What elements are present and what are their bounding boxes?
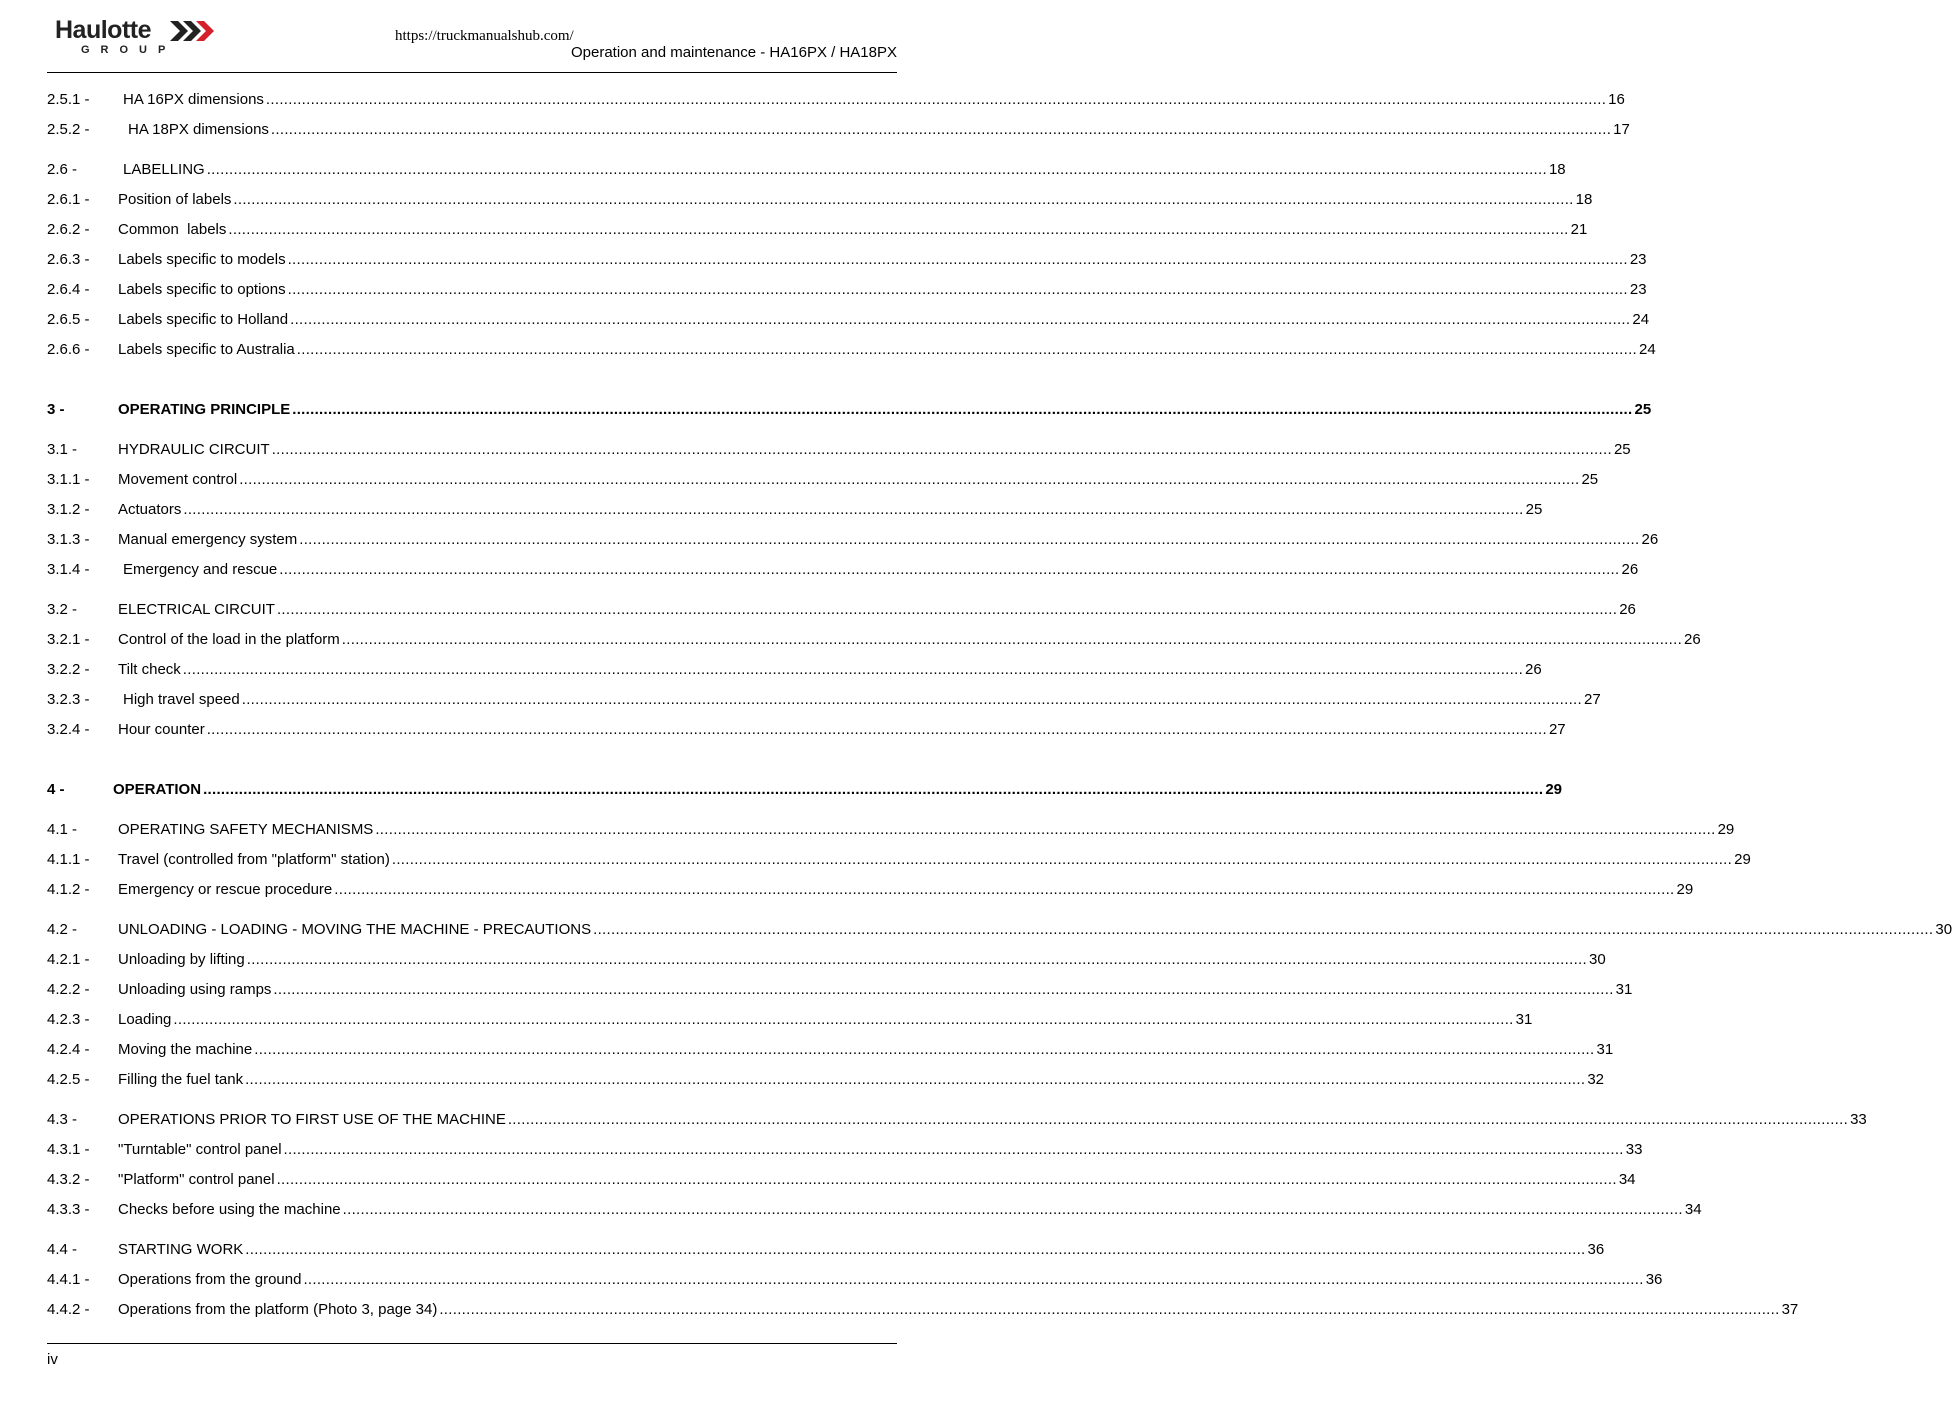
toc-number: 4.3 - <box>47 1111 78 1128</box>
toc-number: 3.1.1 - <box>47 471 90 488</box>
toc-row <box>47 1140 1643 1160</box>
logo-chevrons-icon <box>170 20 214 42</box>
toc-title: Checks before using the machine <box>118 1201 341 1218</box>
toc-page: 33 <box>1625 1141 1643 1158</box>
toc-row-chapter <box>47 400 1652 420</box>
page-number: iv <box>47 1351 58 1368</box>
toc-row <box>47 160 1566 180</box>
toc-title: UNLOADING - LOADING - MOVING THE MACHINE - PRECAUTIONS <box>118 921 592 938</box>
toc-page: 31 <box>1596 1041 1614 1058</box>
toc-number: 4.2.3 - <box>47 1011 90 1028</box>
toc-leader: ............................................................................................................................................................................................................................................................................................................ <box>203 781 1544 798</box>
toc-title: Labels specific to Holland <box>118 311 289 328</box>
toc-title: LABELLING <box>123 161 205 178</box>
toc-leader: ............................................................................................................................................................................................................................................................................................................ <box>292 401 1633 418</box>
toc-row <box>47 600 1636 620</box>
toc-page: 24 <box>1639 341 1656 358</box>
toc-leader: ............................................................................................................................................................................................................................................................................................................ <box>299 531 1640 548</box>
toc-page: 26 <box>1619 601 1636 618</box>
toc-row <box>47 1170 1636 1190</box>
toc-number: 3.1.3 - <box>47 531 90 548</box>
toc-leader: ............................................................................................................................................................................................................................................................................................................ <box>228 221 1569 238</box>
toc-title: Emergency or rescue procedure <box>118 881 333 898</box>
toc-row <box>47 90 1625 110</box>
logo-group-text: GROUP <box>81 44 177 56</box>
toc-row <box>47 1040 1614 1060</box>
toc-title: Operations from the ground <box>118 1271 302 1288</box>
toc-row <box>47 1240 1605 1260</box>
toc-row <box>47 120 1630 140</box>
toc-number: 3 - <box>47 401 65 418</box>
toc-title: Common labels <box>118 221 227 238</box>
toc-title: Control of the load in the platform <box>118 631 340 648</box>
toc-leader: ............................................................................................................................................................................................................................................................................................................ <box>265 91 1607 108</box>
toc-page: 29 <box>1717 821 1735 838</box>
toc-number: 4.2 - <box>47 921 78 938</box>
toc-row <box>47 660 1542 680</box>
toc-number: 4.2.2 - <box>47 981 90 998</box>
toc-title: "Turntable" control panel <box>118 1141 282 1158</box>
haulotte-logo <box>55 16 225 58</box>
footer-rule <box>47 1343 897 1344</box>
toc-leader: ............................................................................................................................................................................................................................................................................................................ <box>239 471 1580 488</box>
toc-title: Tilt check <box>118 661 181 678</box>
toc-number: 3.2.1 - <box>47 631 90 648</box>
toc-number: 2.6.1 - <box>47 191 90 208</box>
toc-leader: ............................................................................................................................................................................................................................................................................................................ <box>270 121 1612 138</box>
toc-leader: ............................................................................................................................................................................................................................................................................................................ <box>254 1041 1595 1058</box>
toc-number: 3.2.4 - <box>47 721 90 738</box>
toc-page: 18 <box>1575 191 1593 208</box>
toc-row <box>47 920 1952 940</box>
toc-leader: ............................................................................................................................................................................................................................................................................................................ <box>173 1011 1514 1028</box>
toc-title: HA 18PX dimensions <box>128 121 269 138</box>
toc-leader: ............................................................................................................................................................................................................................................................................................................ <box>334 881 1675 898</box>
toc-row <box>47 340 1656 360</box>
toc-title: Movement control <box>118 471 238 488</box>
toc-page: 21 <box>1570 221 1588 238</box>
toc-number: 4.2.4 - <box>47 1041 90 1058</box>
toc-row <box>47 440 1631 460</box>
toc-number: 3.1.4 - <box>47 561 90 578</box>
toc-title: OPERATING SAFETY MECHANISMS <box>118 821 374 838</box>
toc-number: 4.4 - <box>47 1241 78 1258</box>
toc-number: 2.5.2 - <box>47 121 90 138</box>
toc-title: OPERATION <box>113 781 202 798</box>
toc-page: 16 <box>1608 91 1625 108</box>
logo-wordmark: Haulotte <box>55 16 151 44</box>
toc-number: 3.1.2 - <box>47 501 90 518</box>
toc-page: 27 <box>1583 691 1601 708</box>
toc-title: Unloading by lifting <box>118 951 245 968</box>
toc-number: 4.3.3 - <box>47 1201 90 1218</box>
header-rule <box>47 72 897 73</box>
toc-row <box>47 690 1601 710</box>
toc-page: 29 <box>1734 851 1751 868</box>
toc-page: 17 <box>1613 121 1630 138</box>
toc-page: 36 <box>1587 1241 1605 1258</box>
toc-leader: ............................................................................................................................................................................................................................................................................................................ <box>303 1271 1644 1288</box>
toc-page: 18 <box>1548 161 1566 178</box>
toc-page: 34 <box>1618 1171 1636 1188</box>
toc-leader: ............................................................................................................................................................................................................................................................................................................ <box>246 951 1587 968</box>
toc-row <box>47 720 1566 740</box>
toc-page: 30 <box>1935 921 1952 938</box>
toc-number: 4.3.1 - <box>47 1141 90 1158</box>
toc-title: HYDRAULIC CIRCUIT <box>118 441 270 458</box>
toc-number: 2.6.6 - <box>47 341 90 358</box>
toc-page: 29 <box>1676 881 1694 898</box>
toc-row <box>47 950 1606 970</box>
toc-row <box>47 250 1647 270</box>
toc-page: 37 <box>1781 1301 1799 1318</box>
toc-leader: ............................................................................................................................................................................................................................................................................................................ <box>341 631 1683 648</box>
toc-leader: ............................................................................................................................................................................................................................................................................................................ <box>507 1111 1849 1128</box>
toc-title: Labels specific to options <box>118 281 286 298</box>
toc-page: 31 <box>1615 981 1633 998</box>
toc-number: 2.5.1 - <box>47 91 90 108</box>
toc-leader: ............................................................................................................................................................................................................................................................................................................ <box>296 341 1638 358</box>
toc-number: 3.2.2 - <box>47 661 90 678</box>
toc-leader: ............................................................................................................................................................................................................................................................................................................ <box>391 851 1733 868</box>
toc-number: 3.2.3 - <box>47 691 90 708</box>
toc-title: High travel speed <box>123 691 240 708</box>
toc-title: Unloading using ramps <box>118 981 272 998</box>
toc-page: 26 <box>1621 561 1639 578</box>
toc-leader: ............................................................................................................................................................................................................................................................................................................ <box>241 691 1582 708</box>
toc-number: 4.3.2 - <box>47 1171 90 1188</box>
toc-title: Manual emergency system <box>118 531 298 548</box>
toc-page: 26 <box>1684 631 1701 648</box>
toc-leader: ............................................................................................................................................................................................................................................................................................................ <box>287 251 1628 268</box>
toc-page: 27 <box>1548 721 1566 738</box>
toc-title: Operations from the platform (Photo 3, page 34) <box>118 1301 438 1318</box>
toc-page: 29 <box>1545 781 1562 798</box>
toc-number: 4.1.1 - <box>47 851 90 868</box>
toc-number: 2.6.5 - <box>47 311 90 328</box>
toc-title: HA 16PX dimensions <box>123 91 264 108</box>
toc-row <box>47 1270 1663 1290</box>
toc-leader: ............................................................................................................................................................................................................................................................................................................ <box>279 561 1620 578</box>
toc-title: OPERATIONS PRIOR TO FIRST USE OF THE MACHINE <box>118 1111 506 1128</box>
toc-page: 23 <box>1629 281 1647 298</box>
toc-leader: ............................................................................................................................................................................................................................................................................................................ <box>245 1241 1586 1258</box>
toc-number: 4.4.2 - <box>47 1301 90 1318</box>
toc-page: 33 <box>1850 1111 1867 1128</box>
toc-number: 4.2.1 - <box>47 951 90 968</box>
source-url: https://truckmanualshub.com/ <box>395 28 574 44</box>
toc-leader: ............................................................................................................................................................................................................................................................................................................ <box>439 1301 1780 1318</box>
toc-leader: ............................................................................................................................................................................................................................................................................................................ <box>276 1171 1617 1188</box>
toc-leader: ............................................................................................................................................................................................................................................................................................................ <box>342 1201 1683 1218</box>
toc-number: 4.1 - <box>47 821 78 838</box>
toc-row <box>47 980 1633 1000</box>
toc-title: Filling the fuel tank <box>118 1071 244 1088</box>
toc-leader: ............................................................................................................................................................................................................................................................................................................ <box>283 1141 1624 1158</box>
toc-title: Emergency and rescue <box>123 561 278 578</box>
toc-row <box>47 560 1639 580</box>
toc-leader: ............................................................................................................................................................................................................................................................................................................ <box>375 821 1716 838</box>
toc-title: ELECTRICAL CIRCUIT <box>118 601 275 618</box>
toc-leader: ............................................................................................................................................................................................................................................................................................................ <box>593 921 1934 938</box>
toc-row-chapter <box>47 780 1562 800</box>
toc-leader: ............................................................................................................................................................................................................................................................................................................ <box>287 281 1628 298</box>
toc-row <box>47 190 1593 210</box>
toc-page: 26 <box>1525 661 1542 678</box>
toc-leader: ............................................................................................................................................................................................................................................................................................................ <box>290 311 1631 328</box>
toc-row <box>47 1010 1533 1030</box>
toc-title: OPERATING PRINCIPLE <box>118 401 291 418</box>
toc-title: Labels specific to models <box>118 251 286 268</box>
toc-row <box>47 310 1650 330</box>
toc-page: 26 <box>1641 531 1659 548</box>
toc-title: STARTING WORK <box>118 1241 244 1258</box>
toc-title: Position of labels <box>118 191 232 208</box>
toc-row <box>47 470 1599 490</box>
toc-title: Labels specific to Australia <box>118 341 295 358</box>
toc-page: 25 <box>1613 441 1631 458</box>
toc-number: 2.6.4 - <box>47 281 90 298</box>
toc-leader: ............................................................................................................................................................................................................................................................................................................ <box>206 721 1547 738</box>
toc-number: 4.4.1 - <box>47 1271 90 1288</box>
toc-leader: ............................................................................................................................................................................................................................................................................................................ <box>273 981 1614 998</box>
toc-page: 25 <box>1581 471 1599 488</box>
toc-number: 4.2.5 - <box>47 1071 90 1088</box>
toc-page: 36 <box>1645 1271 1663 1288</box>
toc-row <box>47 850 1751 870</box>
toc-leader: ............................................................................................................................................................................................................................................................................................................ <box>182 661 1524 678</box>
toc-row <box>47 880 1694 900</box>
toc-page: 24 <box>1632 311 1650 328</box>
toc-row <box>47 1200 1702 1220</box>
toc-page: 30 <box>1589 951 1606 968</box>
toc-title: Actuators <box>118 501 182 518</box>
toc-row <box>47 630 1701 650</box>
toc-page: 25 <box>1634 401 1652 418</box>
toc-page: 34 <box>1684 1201 1702 1218</box>
toc-title: Travel (controlled from "platform" station) <box>118 851 390 868</box>
toc-number: 2.6 - <box>47 161 78 178</box>
toc-row <box>47 220 1588 240</box>
toc-row <box>47 1110 1867 1130</box>
toc-leader: ............................................................................................................................................................................................................................................................................................................ <box>245 1071 1586 1088</box>
toc-leader: ............................................................................................................................................................................................................................................................................................................ <box>276 601 1618 618</box>
toc-page: 32 <box>1587 1071 1605 1088</box>
toc-number: 4 - <box>47 781 65 798</box>
toc-row <box>47 280 1647 300</box>
toc-page: 25 <box>1525 501 1543 518</box>
toc-number: 4.1.2 - <box>47 881 90 898</box>
toc-row <box>47 1300 1799 1320</box>
toc-title: Hour counter <box>118 721 205 738</box>
toc-leader: ............................................................................................................................................................................................................................................................................................................ <box>206 161 1547 178</box>
toc-title: Moving the machine <box>118 1041 253 1058</box>
toc-title: "Platform" control panel <box>118 1171 275 1188</box>
toc-title: Loading <box>118 1011 172 1028</box>
toc-leader: ............................................................................................................................................................................................................................................................................................................ <box>233 191 1574 208</box>
toc-number: 3.2 - <box>47 601 78 618</box>
toc-row <box>47 820 1735 840</box>
toc-number: 3.1 - <box>47 441 78 458</box>
toc-row <box>47 1070 1605 1090</box>
toc-number: 2.6.2 - <box>47 221 90 238</box>
toc-leader: ............................................................................................................................................................................................................................................................................................................ <box>271 441 1612 458</box>
toc-page: 31 <box>1515 1011 1533 1028</box>
toc-row <box>47 530 1659 550</box>
document-title: Operation and maintenance - HA16PX / HA18PX <box>570 44 897 61</box>
toc-page: 23 <box>1629 251 1647 268</box>
toc-leader: ............................................................................................................................................................................................................................................................................................................ <box>183 501 1524 518</box>
toc-number: 2.6.3 - <box>47 251 90 268</box>
toc-row <box>47 500 1543 520</box>
